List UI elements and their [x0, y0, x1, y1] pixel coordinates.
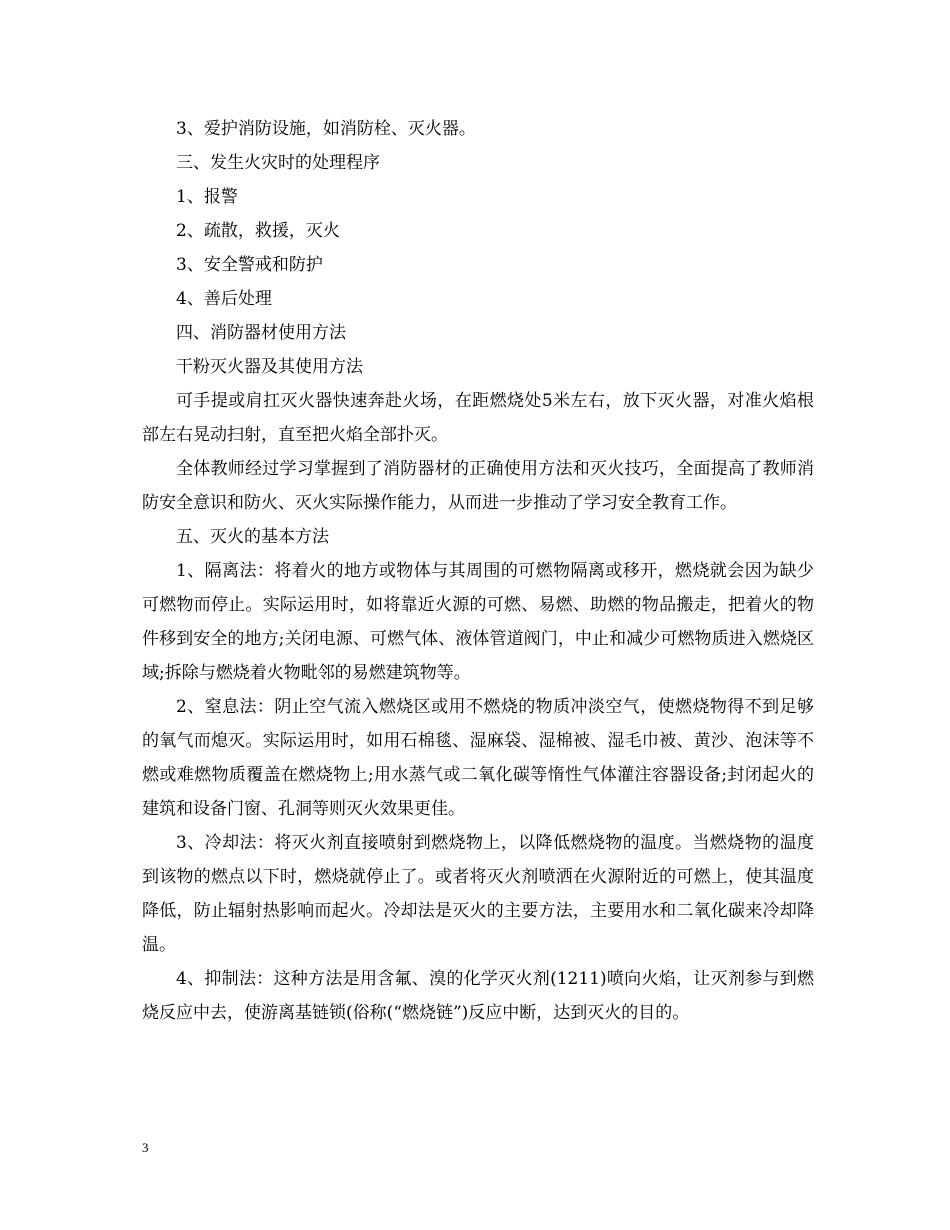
list-item-alarm: 1、报警	[176, 187, 238, 207]
paragraph-suffocation-method: 2、窒息法：阴止空气流入燃烧区或用不燃烧的物质冲淡空气，使燃烧物得不到足够的氧气而熄灭。实际运用时，如用石棉毯、湿麻袋、湿棉被、湿毛巾被、黄沙、泡沫等不燃或难燃物质覆盖在燃烧物上;用水蒸气或二氧化碳等惰性气体灌注容器设备;封闭起火的建筑和设备门窗、孔洞等则灭火效果更佳。	[142, 697, 814, 819]
section-heading-equipment-usage: 四、消防器材使用方法	[176, 323, 346, 343]
section-heading-basic-methods: 五、灭火的基本方法	[176, 527, 329, 547]
list-item-protect-facilities: 3、爱护消防设施，如消防栓、灭火器。	[176, 119, 476, 139]
paragraph-extinguisher-usage: 可手提或肩扛灭火器快速奔赴火场，在距燃烧处5米左右，放下灭火器，对准火焰根部左右晃动扫射，直至把火焰全部扑灭。	[142, 391, 814, 445]
section-heading-fire-procedure: 三、发生火灾时的处理程序	[176, 153, 380, 173]
paragraph-isolation-method: 1、隔离法：将着火的地方或物体与其周围的可燃物隔离或移开，燃烧就会因为缺少可燃物而停止。实际运用时，如将靠近火源的可燃、易燃、助燃的物品搬走，把着火的物件移到安全的地方;关闭电源、可燃气体、液体管道阀门，中止和减少可燃物质进入燃烧区域;拆除与燃烧着火物毗邻的易燃建筑物等。	[142, 561, 814, 683]
paragraph-inhibition-method: 4、抑制法：这种方法是用含氟、溴的化学灭火剂(1211)喷向火焰，让灭剂参与到燃烧反应中去，使游离基链锁(俗称(“燃烧链”)反应中断，达到灭火的目的。	[142, 969, 814, 1023]
document-body	[142, 112, 814, 1030]
subheading-dry-powder: 干粉灭火器及其使用方法	[176, 357, 363, 377]
list-item-guard: 3、安全警戒和防护	[176, 255, 323, 275]
paragraph-cooling-method: 3、冷却法：将灭火剂直接喷射到燃烧物上，以降低燃烧物的温度。当燃烧物的温度到该物的燃点以下时，燃烧就停止了。或者将灭火剂喷洒在火源附近的可燃上，使其温度降低，防止辐射热影响而起火。冷却法是灭火的主要方法，主要用水和二氧化碳来冷却降温。	[142, 833, 814, 955]
paragraph-teacher-training: 全体教师经过学习掌握到了消防器材的正确使用方法和灭火技巧，全面提高了教师消防安全意识和防火、灭火实际操作能力，从而进一步推动了学习安全教育工作。	[142, 459, 814, 513]
list-item-aftermath: 4、善后处理	[176, 289, 272, 309]
list-item-evacuate: 2、疏散，救援，灭火	[176, 221, 340, 241]
page-number: 3	[142, 1140, 149, 1155]
